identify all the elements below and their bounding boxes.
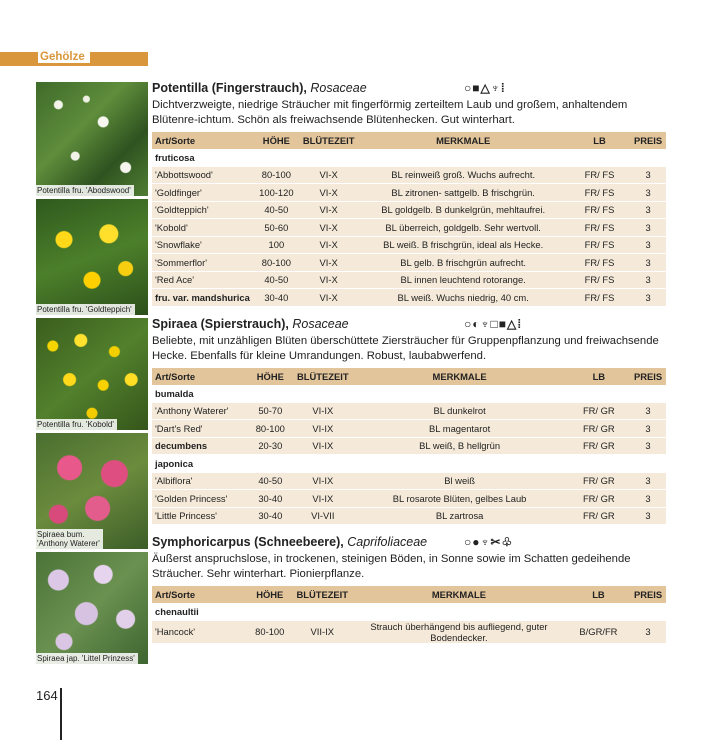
col-merkmale: MERKMALE	[351, 586, 567, 603]
cell: FR/ FS	[569, 166, 630, 184]
cell: 40-50	[253, 271, 300, 289]
section-description: Dichtverzweigte, niedrige Sträucher mit fingerförmig zerteiltem Laub und großem, anhaltendem Blütenre-ichtum. Schön als freiwachsende Blütenhecken. Gut winterhart.	[152, 99, 628, 126]
cell: 40-50	[247, 472, 294, 490]
care-symbols-icon: ○■△♆⁞	[464, 81, 506, 95]
col-zeit: BLÜTEZEIT	[294, 368, 352, 385]
col-preis: PREIS	[630, 586, 666, 603]
cell: VI-X	[300, 184, 358, 202]
title-text: Potentilla (Fingerstrauch),	[152, 81, 307, 95]
photo-caption: Potentilla fru. 'Kobold'	[36, 419, 117, 430]
photo-caption: Spiraea bum. 'Anthony Waterer'	[36, 529, 103, 549]
table-row	[152, 271, 666, 289]
section-description: Beliebte, mit unzähligen Blüten überschüttete Ziersträucher für Gruppenpflanzung und freiwachsende Hecke. Ebenfalls für kleine Umrandungen. Robust, laubabwerfend.	[152, 335, 659, 362]
cell: 80-100	[247, 420, 294, 438]
cell: 'Golden Princess'	[152, 490, 247, 508]
table-header	[152, 586, 666, 603]
table-row	[152, 201, 666, 219]
group-label: japonica	[152, 455, 666, 473]
cell: B/GR/FR	[567, 620, 630, 643]
cell: VI-X	[300, 201, 358, 219]
cell: FR/ GR	[568, 472, 630, 490]
plant-table	[152, 586, 666, 644]
cell: BL rosarote Blüten, gelbes Laub	[352, 490, 568, 508]
cell: FR/ FS	[569, 236, 630, 254]
cell: 'Anthony Waterer'	[152, 402, 247, 420]
photo-column	[36, 82, 148, 664]
col-art: Art/Sorte	[152, 132, 253, 149]
table-body	[152, 620, 666, 643]
cell: 'Abbottswood'	[152, 166, 253, 184]
table-row	[152, 219, 666, 237]
group-label: bumalda	[152, 385, 666, 402]
family-text: Caprifoliaceae	[347, 535, 428, 549]
col-merkmale: MERKMALE	[357, 132, 568, 149]
col-zeit: BLÜTEZEIT	[293, 586, 351, 603]
cell: 'Kobold'	[152, 219, 253, 237]
table-row	[152, 166, 666, 184]
page-divider	[60, 688, 62, 740]
group-label: fruticosa	[152, 149, 666, 166]
col-hohe: HÖHE	[247, 368, 294, 385]
cell: 30-40	[247, 490, 294, 508]
cell: 3	[630, 219, 666, 237]
cell: BL goldgelb. B dunkelgrün, mehltaufrei.	[357, 201, 568, 219]
cell: FR/ GR	[568, 420, 630, 438]
family-text: Rosaceae	[310, 81, 367, 95]
cell: 3	[630, 236, 666, 254]
cell: VI-VII	[294, 507, 352, 525]
cell: 3	[630, 420, 666, 438]
photo-caption: Potentilla fru. 'Goldteppich'	[36, 304, 135, 315]
plant-table	[152, 368, 666, 525]
cell: FR/ FS	[569, 201, 630, 219]
table-row	[152, 490, 666, 508]
cell: BL weiß. Wuchs niedrig, 40 cm.	[357, 289, 568, 307]
col-merkmale: MERKMALE	[352, 368, 568, 385]
cell: 3	[630, 254, 666, 272]
cell: decumbens	[152, 437, 247, 455]
cell: 3	[630, 490, 666, 508]
photo-potentilla-goldteppich	[36, 199, 148, 315]
cell: FR/ GR	[568, 402, 630, 420]
cell: 3	[630, 289, 666, 307]
cell: VI-IX	[294, 402, 352, 420]
table-row	[152, 507, 666, 525]
section-title	[152, 80, 666, 96]
cell: VII-IX	[293, 620, 351, 643]
cell: 3	[630, 472, 666, 490]
col-art: Art/Sorte	[152, 368, 247, 385]
cell: 'Hancock'	[152, 620, 246, 643]
section-symphoricarpus	[152, 534, 666, 644]
cell: BL innen leuchtend rotorange.	[357, 271, 568, 289]
care-symbols-icon: ○◐♆□■△⁞	[464, 317, 523, 331]
cell: VI-X	[300, 219, 358, 237]
cell: FR/ GR	[568, 507, 630, 525]
table-row	[152, 184, 666, 202]
title-text: Spiraea (Spierstrauch),	[152, 317, 289, 331]
cell: BL zitronen- sattgelb. B frischgrün.	[357, 184, 568, 202]
col-lb: LB	[567, 586, 630, 603]
photo-potentilla-kobold	[36, 318, 148, 430]
col-preis: PREIS	[630, 368, 666, 385]
section-potentilla	[152, 80, 666, 307]
cell: 3	[630, 507, 666, 525]
family-text: Rosaceae	[292, 317, 349, 331]
cell: 3	[630, 166, 666, 184]
cell: VI-X	[300, 289, 358, 307]
cell: 100	[253, 236, 300, 254]
table-header	[152, 368, 666, 385]
cell: FR/ GR	[568, 490, 630, 508]
cell: BL überreich, goldgelb. Sehr wertvoll.	[357, 219, 568, 237]
cell: VI-IX	[294, 490, 352, 508]
table-row	[152, 620, 666, 643]
cell: 3	[630, 271, 666, 289]
col-zeit: BLÜTEZEIT	[300, 132, 358, 149]
col-lb: LB	[568, 368, 630, 385]
cell: 20-30	[247, 437, 294, 455]
cell: BL zartrosa	[352, 507, 568, 525]
cell: 'Albiflora'	[152, 472, 247, 490]
cell: 50-70	[247, 402, 294, 420]
cell: BL reinweiß groß. Wuchs aufrecht.	[357, 166, 568, 184]
col-hohe: HÖHE	[246, 586, 293, 603]
cell: 80-100	[253, 166, 300, 184]
cell: Strauch überhängend bis aufliegend, guter Bodendecker.	[351, 620, 567, 643]
title-text: Symphoricarpus (Schneebeere),	[152, 535, 344, 549]
cell: 'Snowflake'	[152, 236, 253, 254]
cell: VI-IX	[294, 472, 352, 490]
cell: 30-40	[247, 507, 294, 525]
col-art: Art/Sorte	[152, 586, 246, 603]
photo-spiraea-anthony-waterer	[36, 433, 148, 549]
cell: FR/ FS	[569, 219, 630, 237]
cell: VI-IX	[294, 420, 352, 438]
col-lb: LB	[569, 132, 630, 149]
cell: 3	[630, 620, 666, 643]
cell: BL magentarot	[352, 420, 568, 438]
cell: 80-100	[253, 254, 300, 272]
photo-caption: Potentilla fru. 'Abodswood'	[36, 185, 134, 196]
cell: 3	[630, 184, 666, 202]
section-title	[152, 534, 666, 550]
table-body	[152, 402, 666, 437]
cell: 3	[630, 201, 666, 219]
cell: 40-50	[253, 201, 300, 219]
cell: FR/ GR	[568, 437, 630, 455]
group-label: chenaultii	[152, 603, 666, 620]
group-row	[152, 603, 666, 620]
group-row	[152, 455, 666, 473]
category-label: Gehölze	[38, 51, 90, 63]
cell: 'Little Princess'	[152, 507, 247, 525]
cell: 30-40	[253, 289, 300, 307]
cell: FR/ FS	[569, 289, 630, 307]
cell: FR/ FS	[569, 184, 630, 202]
section-spiraea	[152, 316, 666, 525]
cell: BL dunkelrot	[352, 402, 568, 420]
cell: BL weiß, B hellgrün	[352, 437, 568, 455]
table-body	[152, 166, 666, 289]
table-row	[152, 402, 666, 420]
table-row	[152, 289, 666, 307]
table-row	[152, 420, 666, 438]
cell: FR/ FS	[569, 271, 630, 289]
cell: VI-IX	[294, 437, 352, 455]
table-row	[152, 437, 666, 455]
cell: 3	[630, 437, 666, 455]
group-row	[152, 385, 666, 402]
care-symbols-icon: ○●♆✂♧	[464, 535, 514, 549]
cell: VI-X	[300, 166, 358, 184]
plant-table	[152, 132, 666, 307]
cell: VI-X	[300, 271, 358, 289]
cell: FR/ FS	[569, 254, 630, 272]
cell: 'Sommerflor'	[152, 254, 253, 272]
cell: fru. var. mandshurica	[152, 289, 253, 307]
cell: 'Red Ace'	[152, 271, 253, 289]
cell: 50-60	[253, 219, 300, 237]
table-header	[152, 132, 666, 149]
cell: 3	[630, 402, 666, 420]
group-row	[152, 149, 666, 166]
cell: BL gelb. B frischgrün aufrecht.	[357, 254, 568, 272]
cell: BL weiß. B frischgrün, ideal als Hecke.	[357, 236, 568, 254]
photo-spiraea-little-princess	[36, 552, 148, 664]
cell: 'Goldfinger'	[152, 184, 253, 202]
section-description: Äußerst anspruchslose, in trockenen, steinigen Böden, in Sonne sowie im Schatten gedeihende Sträucher. Sehr winterhart. Pionierpflanze.	[152, 553, 631, 580]
col-preis: PREIS	[630, 132, 666, 149]
cell: 80-100	[246, 620, 293, 643]
cell: Bl weiß	[352, 472, 568, 490]
photo-potentilla-abbottswood	[36, 82, 148, 196]
cell: VI-X	[300, 236, 358, 254]
col-hohe: HÖHE	[253, 132, 300, 149]
page-number: 164	[36, 688, 58, 703]
cell: 100-120	[253, 184, 300, 202]
table-body	[152, 472, 666, 525]
cell: 'Dart's Red'	[152, 420, 247, 438]
table-row	[152, 254, 666, 272]
cell: 'Goldteppich'	[152, 201, 253, 219]
table-row	[152, 236, 666, 254]
photo-caption: Spiraea jap. 'Littel Prinzess'	[36, 653, 138, 664]
table-row	[152, 472, 666, 490]
section-title	[152, 316, 666, 332]
cell: VI-X	[300, 254, 358, 272]
